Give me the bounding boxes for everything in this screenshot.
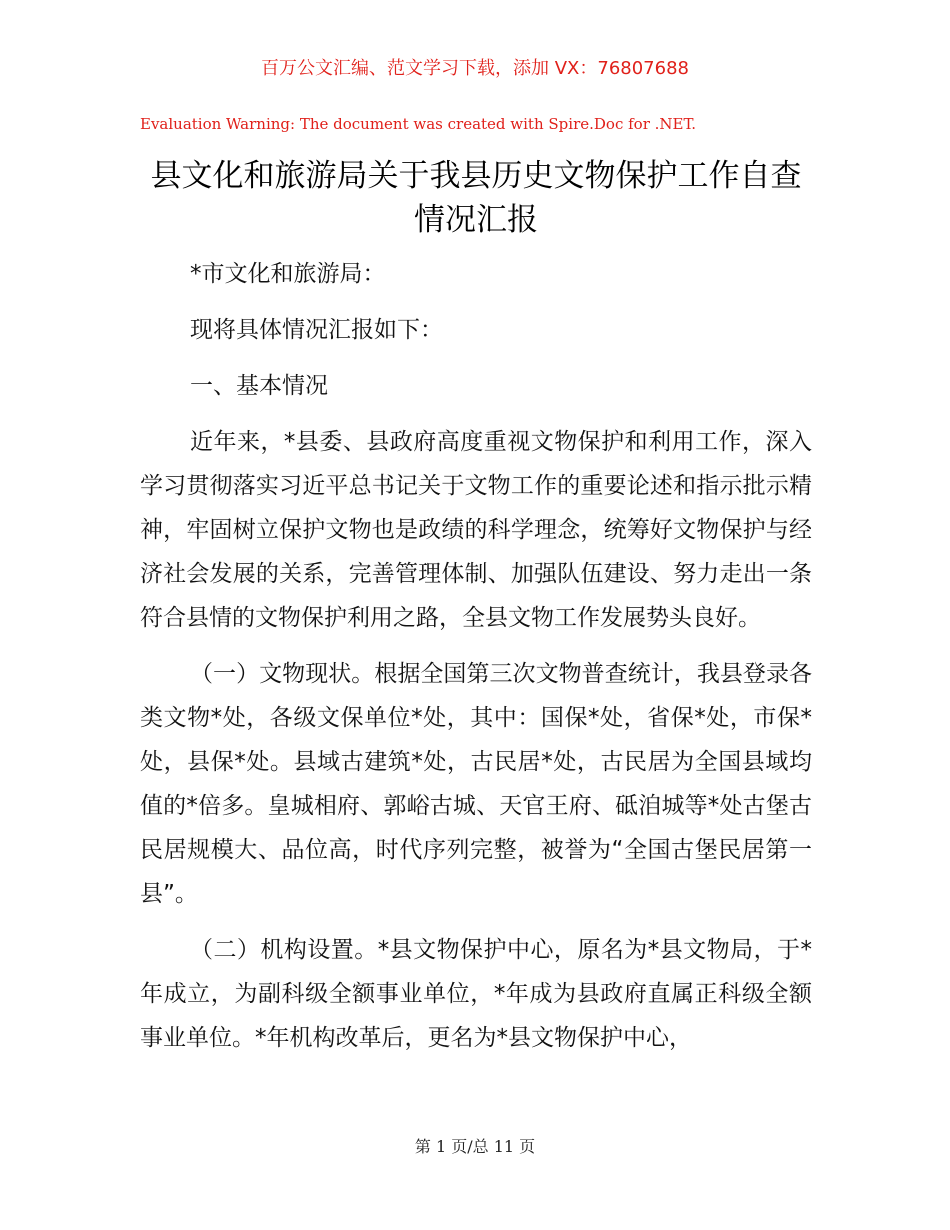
header-banner: 百万公文汇编、范文学习下载，添加 VX：76807688 xyxy=(261,58,689,79)
paragraph-overview: 近年来，*县委、县政府高度重视文物保护和利用工作，深入学习贯彻落实习近平总书记关于文物工作的重要论述和指示批示精神，牢固树立保护文物也是政绩的科学理念，统筹好文物保护与经济社会发展的关系，完善管理体制、加强队伍建设、努力走出一条符合县情的文物保护利用之路，全县文物工作发展势头良好。 xyxy=(140,429,812,631)
paragraph-institution-setup: （二）机构设置。*县文物保护中心，原名为*县文物局，于*年成立，为副科级全额事业单位，*年成为县政府直属正科级全额事业单位。*年机构改革后，更名为*县文物保护中心， xyxy=(140,937,812,1051)
paragraph-cultural-relics-status: （一）文物现状。根据全国第三次文物普查统计，我县登录各类文物*处，各级文保单位*处，其中：国保*处，省保*处，市保*处，县保*处。县域古建筑*处，古民居*处，古民居为全国县域均值的*倍多。皇城相府、郭峪古城、天官王府、砥洎城等*处古堡古民居规模大、品位高，时代序列完整，被誉为“全国古堡民居第一县”。 xyxy=(140,661,812,907)
section-heading-basic-situation: 一、基本情况 xyxy=(190,373,328,399)
salutation: *市文化和旅游局： xyxy=(190,261,386,287)
page-number-footer: 第 1 页/总 11 页 xyxy=(414,1137,536,1156)
intro-paragraph: 现将具体情况汇报如下： xyxy=(190,317,443,343)
document-body xyxy=(140,252,812,1072)
evaluation-warning: Evaluation Warning: The document was created with Spire.Doc for .NET. xyxy=(140,115,697,133)
document-title: 县文化和旅游局关于我县历史文物保护工作自查情况汇报 xyxy=(150,158,802,238)
